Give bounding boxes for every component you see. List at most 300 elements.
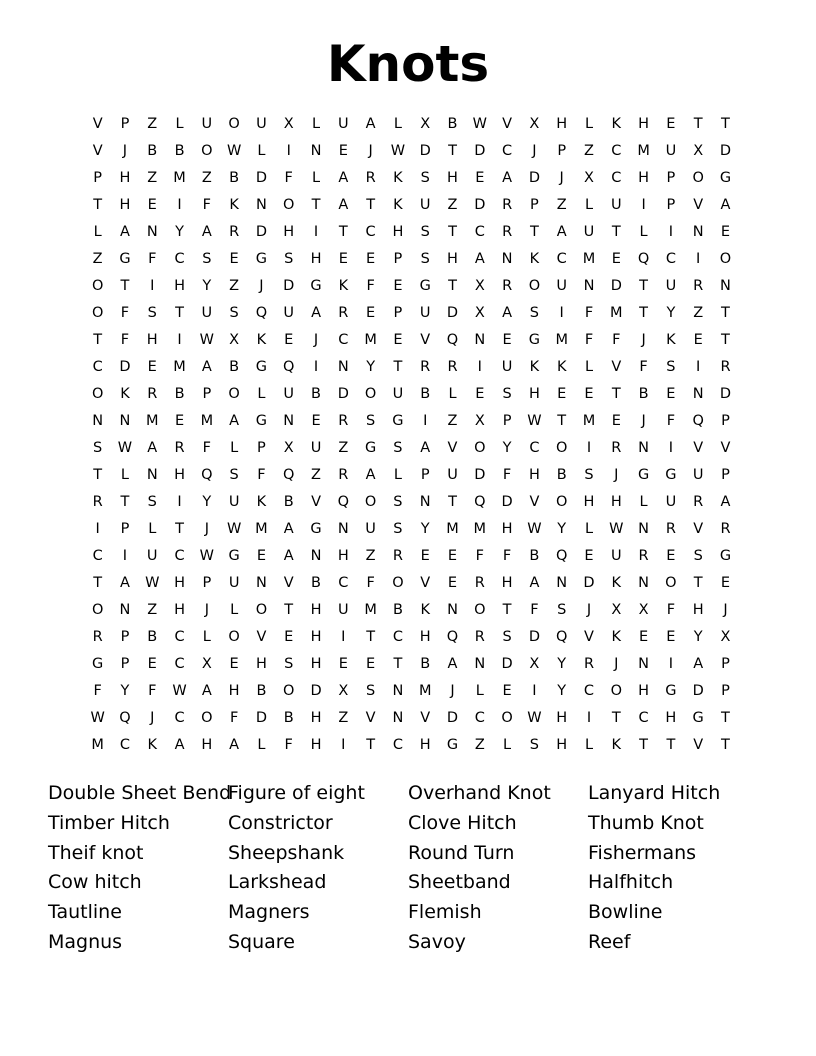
grid-letter: T	[721, 710, 730, 726]
grid-letter: A	[201, 683, 212, 699]
grid-letter: T	[693, 575, 703, 591]
grid-letter: H	[310, 656, 322, 672]
grid-letter: G	[255, 359, 268, 375]
grid-letter: G	[310, 278, 322, 294]
grid-letter: H	[528, 386, 540, 402]
grid-row	[84, 462, 739, 489]
grid-letter: O	[91, 305, 104, 321]
grid-letter: I	[641, 197, 646, 213]
grid-row	[84, 381, 739, 408]
grid-letter: J	[368, 143, 373, 159]
grid-letter: M	[610, 305, 623, 321]
grid-letter: C	[365, 224, 376, 240]
grid-letter: W	[117, 440, 133, 456]
grid-letter: M	[200, 413, 214, 429]
grid-letter: L	[503, 737, 512, 753]
grid-letter: J	[259, 278, 264, 294]
grid-letter: T	[639, 737, 649, 753]
grid-letter: A	[720, 197, 731, 213]
grid-letter: H	[638, 683, 650, 699]
grid-letter: R	[665, 521, 676, 537]
grid-letter: Q	[337, 494, 350, 510]
grid-letter: M	[145, 413, 159, 429]
grid-letter: O	[283, 197, 295, 213]
grid-letter: A	[447, 656, 458, 672]
grid-letter: F	[257, 467, 266, 483]
grid-letter: H	[283, 224, 295, 240]
grid-letter: E	[229, 656, 239, 672]
grid-letter: G	[719, 548, 732, 564]
grid-letter: H	[638, 170, 650, 186]
grid-letter: V	[720, 440, 731, 456]
grid-letter: W	[472, 116, 487, 132]
grid-letter: F	[202, 197, 211, 213]
grid-letter: D	[501, 656, 513, 672]
grid-letter: Z	[365, 548, 376, 564]
grid-letter: T	[611, 224, 621, 240]
grid-letter: H	[310, 251, 322, 267]
grid-letter: P	[120, 656, 130, 672]
grid-letter: Z	[147, 116, 158, 132]
grid-letter: O	[610, 683, 622, 699]
grid-letter: Y	[202, 494, 212, 510]
grid-letter: Y	[120, 683, 130, 699]
grid-letter: X	[693, 143, 704, 159]
grid-row	[84, 300, 739, 327]
grid-letter: G	[255, 251, 268, 267]
grid-letter: P	[557, 143, 567, 159]
grid-letter: C	[92, 359, 103, 375]
grid-letter: B	[420, 656, 431, 672]
grid-letter: P	[257, 440, 266, 456]
grid-letter: E	[147, 197, 157, 213]
grid-letter: E	[666, 548, 676, 564]
grid-letter: F	[366, 575, 375, 591]
grid-letter: E	[557, 386, 567, 402]
grid-letter: E	[174, 413, 185, 429]
grid-letter: F	[666, 413, 676, 429]
grid-letter: V	[529, 494, 540, 510]
grid-letter: M	[637, 143, 650, 159]
grid-letter: F	[229, 710, 239, 726]
grid-letter: O	[91, 602, 104, 618]
word-bank-item: Sheepshank	[228, 841, 345, 864]
grid-letter: H	[528, 467, 540, 483]
grid-letter: V	[420, 575, 431, 591]
grid-letter: U	[419, 197, 431, 213]
grid-letter: P	[530, 197, 539, 213]
grid-letter: G	[528, 332, 541, 348]
grid-letter: M	[364, 332, 377, 348]
grid-letter: T	[721, 737, 730, 753]
grid-letter: D	[528, 629, 540, 645]
grid-letter: N	[283, 413, 295, 429]
grid-letter: U	[283, 305, 295, 321]
grid-letter: T	[311, 197, 321, 213]
grid-letter: G	[255, 413, 268, 429]
grid-letter: O	[91, 278, 104, 294]
grid-letter: E	[639, 629, 649, 645]
grid-letter: B	[311, 575, 321, 591]
grid-letter: N	[474, 656, 486, 672]
grid-letter: E	[147, 359, 157, 375]
grid-letter: Y	[502, 440, 512, 456]
grid-letter: F	[284, 737, 293, 753]
grid-letter: N	[92, 413, 104, 429]
grid-letter: X	[611, 602, 622, 618]
word-bank-item: Figure of eight	[228, 782, 365, 804]
grid-letter: S	[366, 683, 376, 699]
grid-letter: V	[693, 440, 704, 456]
grid-letter: M	[173, 359, 186, 375]
grid-letter: A	[365, 467, 376, 483]
grid-letter: C	[174, 656, 185, 672]
grid-letter: F	[666, 602, 676, 618]
grid-letter: R	[720, 359, 731, 375]
word-bank-item: Bowline	[588, 901, 663, 924]
grid-letter: Y	[420, 521, 430, 537]
grid-letter: U	[665, 494, 677, 510]
grid-letter: H	[174, 467, 185, 483]
grid-letter: T	[93, 332, 103, 348]
grid-letter: Z	[447, 413, 458, 429]
word-bank-item: Timber Hitch	[48, 811, 170, 834]
grid-letter: C	[338, 575, 349, 591]
grid-letter: P	[721, 467, 730, 483]
grid-letter: H	[556, 737, 568, 753]
grid-letter: X	[474, 305, 485, 321]
grid-letter: A	[338, 197, 349, 213]
grid-letter: U	[146, 548, 158, 564]
grid-letter: F	[584, 332, 594, 348]
grid-letter: P	[666, 197, 676, 213]
grid-letter: Z	[556, 197, 567, 213]
grid-letter: S	[502, 629, 512, 645]
grid-letter: E	[338, 251, 348, 267]
grid-letter: S	[202, 251, 212, 267]
grid-letter: N	[447, 602, 458, 618]
grid-letter: V	[92, 116, 103, 132]
grid-letter: O	[364, 494, 377, 510]
grid-letter: U	[556, 278, 567, 294]
grid-letter: Q	[555, 629, 568, 645]
grid-letter: Z	[447, 197, 458, 213]
grid-letter: S	[284, 656, 294, 672]
word-bank-item: Halfhitch	[588, 871, 674, 894]
grid-letter: I	[559, 305, 564, 321]
grid-letter: C	[665, 251, 676, 267]
grid-letter: D	[583, 575, 595, 591]
grid-row	[84, 138, 739, 165]
grid-letter: O	[228, 386, 240, 402]
grid-letter: B	[147, 143, 158, 159]
grid-letter: G	[419, 278, 431, 294]
grid-letter: X	[283, 116, 294, 132]
grid-letter: D	[255, 224, 268, 240]
grid-letter: T	[366, 197, 376, 213]
grid-letter: X	[529, 116, 540, 132]
grid-row	[84, 705, 739, 732]
grid-letter: M	[418, 683, 432, 699]
grid-letter: Z	[229, 278, 240, 294]
grid-row	[84, 543, 739, 570]
grid-letter: I	[423, 413, 428, 429]
grid-letter: Y	[202, 278, 212, 294]
grid-letter: N	[310, 548, 322, 564]
grid-letter: G	[310, 521, 322, 537]
grid-letter: O	[528, 278, 541, 294]
grid-letter: K	[611, 737, 622, 753]
grid-letter: A	[365, 116, 376, 132]
grid-letter: L	[393, 116, 402, 132]
word-bank-item: Clove Hitch	[408, 811, 517, 834]
grid-letter: V	[447, 440, 458, 456]
grid-letter: P	[721, 413, 730, 429]
grid-letter: K	[529, 251, 540, 267]
grid-letter: N	[419, 494, 431, 510]
grid-letter: W	[226, 143, 242, 159]
grid-letter: N	[638, 521, 650, 537]
grid-letter: X	[720, 629, 731, 645]
grid-letter: S	[393, 521, 403, 537]
grid-letter: Q	[692, 413, 704, 429]
grid-letter: W	[390, 143, 406, 159]
grid-letter: D	[719, 143, 732, 159]
word-bank-item: Fishermans	[588, 841, 697, 864]
grid-letter: K	[393, 197, 403, 213]
grid-letter: V	[584, 629, 594, 645]
grid-letter: E	[720, 224, 731, 240]
grid-letter: G	[228, 548, 240, 564]
grid-letter: E	[447, 575, 458, 591]
grid-letter: H	[310, 737, 322, 753]
grid-letter: S	[420, 251, 430, 267]
grid-letter: O	[201, 710, 213, 726]
grid-letter: K	[529, 359, 540, 375]
grid-letter: U	[228, 494, 240, 510]
grid-letter: L	[120, 467, 129, 483]
grid-row	[84, 678, 739, 705]
grid-letter: J	[204, 521, 209, 537]
grid-letter: Q	[119, 710, 131, 726]
grid-letter: G	[92, 656, 104, 672]
grid-letter: I	[177, 197, 182, 213]
grid-letter: X	[229, 332, 240, 348]
grid-row	[84, 246, 739, 273]
grid-letter: K	[338, 278, 349, 294]
grid-letter: O	[555, 440, 568, 456]
grid-letter: F	[502, 467, 512, 483]
grid-letter: E	[693, 332, 703, 348]
grid-letter: H	[692, 602, 704, 618]
grid-letter: D	[528, 170, 540, 186]
word-bank-item: Larkshead	[228, 871, 327, 894]
grid-letter: V	[502, 116, 513, 132]
grid-letter: A	[556, 224, 567, 240]
grid-letter: P	[502, 413, 512, 429]
grid-letter: F	[148, 683, 157, 699]
grid-letter: H	[610, 494, 622, 510]
grid-letter: A	[229, 737, 240, 753]
grid-letter: V	[611, 359, 622, 375]
grid-letter: S	[93, 440, 103, 456]
grid-letter: G	[719, 170, 732, 186]
grid-letter: U	[665, 143, 677, 159]
grid-letter: J	[532, 143, 537, 159]
grid-letter: R	[693, 278, 704, 294]
grid-letter: O	[201, 143, 213, 159]
grid-letter: P	[120, 116, 130, 132]
grid-letter: F	[475, 548, 484, 564]
grid-letter: A	[502, 170, 513, 186]
grid-letter: L	[257, 737, 266, 753]
grid-letter: C	[119, 737, 130, 753]
grid-letter: U	[256, 116, 267, 132]
grid-letter: C	[392, 629, 403, 645]
grid-letter: V	[693, 521, 704, 537]
grid-letter: L	[584, 737, 594, 753]
grid-letter: S	[529, 305, 539, 321]
grid-letter: H	[174, 575, 185, 591]
grid-letter: L	[257, 386, 266, 402]
grid-letter: D	[474, 467, 486, 483]
grid-letter: C	[474, 710, 485, 726]
grid-letter: L	[93, 224, 102, 240]
grid-letter: L	[175, 116, 184, 132]
grid-letter: M	[173, 170, 186, 186]
grid-letter: S	[229, 305, 239, 321]
grid-letter: O	[692, 170, 704, 186]
grid-letter: B	[147, 629, 158, 645]
grid-letter: U	[692, 467, 704, 483]
grid-letter: I	[532, 683, 537, 699]
grid-row	[84, 624, 739, 651]
grid-letter: T	[693, 116, 703, 132]
grid-letter: H	[201, 737, 213, 753]
grid-letter: C	[338, 332, 349, 348]
grid-letter: Y	[693, 629, 703, 645]
grid-letter: C	[174, 710, 185, 726]
grid-letter: S	[147, 494, 157, 510]
word-bank-item: Reef	[588, 930, 631, 953]
word-bank-item: Magnus	[48, 930, 123, 953]
grid-letter: J	[450, 683, 455, 699]
grid-letter: A	[283, 521, 294, 537]
grid-row	[84, 597, 739, 624]
grid-letter: U	[283, 386, 295, 402]
grid-letter: T	[366, 737, 376, 753]
grid-letter: R	[174, 440, 185, 456]
grid-letter: X	[283, 440, 294, 456]
grid-letter: U	[201, 305, 213, 321]
grid-letter: J	[614, 656, 619, 672]
grid-row	[84, 435, 739, 462]
grid-letter: T	[175, 305, 184, 321]
grid-letter: A	[229, 413, 240, 429]
grid-letter: I	[341, 629, 346, 645]
grid-letter: E	[475, 386, 485, 402]
grid-letter: T	[611, 386, 621, 402]
grid-letter: R	[365, 170, 376, 186]
grid-letter: S	[229, 467, 239, 483]
grid-letter: I	[177, 332, 182, 348]
grid-letter: K	[611, 116, 622, 132]
grid-letter: N	[583, 278, 595, 294]
word-bank-item: Overhand Knot	[408, 782, 551, 804]
grid-letter: L	[584, 197, 594, 213]
grid-letter: G	[119, 251, 131, 267]
grid-letter: B	[256, 683, 267, 699]
grid-letter: L	[202, 629, 211, 645]
grid-letter: E	[666, 116, 676, 132]
grid-letter: N	[119, 413, 131, 429]
grid-letter: U	[365, 521, 376, 537]
grid-letter: Y	[666, 305, 676, 321]
word-bank-item: Square	[228, 930, 295, 953]
grid-letter: I	[341, 737, 346, 753]
grid-letter: X	[474, 278, 485, 294]
grid-letter: A	[119, 575, 130, 591]
grid-letter: L	[148, 521, 157, 537]
grid-letter: P	[666, 170, 676, 186]
grid-letter: D	[474, 143, 486, 159]
grid-letter: T	[639, 305, 649, 321]
grid-row	[84, 219, 739, 246]
grid-letter: F	[120, 332, 130, 348]
word-bank-item: Double Sheet Bend	[48, 782, 232, 804]
grid-letter: Q	[446, 332, 459, 348]
grid-row	[84, 516, 739, 543]
grid-letter: D	[610, 278, 622, 294]
grid-letter: C	[502, 143, 513, 159]
grid-letter: D	[337, 386, 349, 402]
grid-letter: S	[284, 251, 294, 267]
grid-letter: T	[120, 494, 130, 510]
grid-letter: C	[474, 224, 485, 240]
grid-letter: A	[420, 440, 431, 456]
grid-letter: T	[284, 602, 294, 618]
grid-letter: T	[721, 116, 730, 132]
grid-letter: B	[174, 386, 185, 402]
grid-letter: Z	[338, 440, 349, 456]
grid-letter: B	[229, 170, 240, 186]
grid-letter: N	[501, 251, 513, 267]
grid-letter: Y	[557, 683, 567, 699]
grid-letter: G	[364, 440, 377, 456]
grid-letter: M	[582, 413, 596, 429]
grid-letter: T	[611, 710, 621, 726]
grid-letter: Q	[283, 467, 295, 483]
grid-letter: K	[556, 359, 567, 375]
grid-letter: E	[420, 548, 430, 564]
grid-letter: A	[502, 305, 513, 321]
grid-letter: N	[146, 224, 158, 240]
grid-letter: U	[583, 224, 595, 240]
grid-letter: P	[393, 305, 403, 321]
grid-letter: F	[120, 305, 130, 321]
grid-letter: L	[584, 359, 594, 375]
grid-letter: W	[527, 710, 542, 726]
grid-letter: X	[474, 413, 485, 429]
grid-letter: L	[584, 116, 594, 132]
grid-letter: N	[556, 575, 568, 591]
grid-letter: X	[529, 656, 540, 672]
grid-letter: E	[393, 278, 403, 294]
grid-letter: I	[95, 521, 100, 537]
grid-letter: W	[226, 521, 242, 537]
grid-letter: Y	[557, 656, 567, 672]
grid-letter: C	[174, 629, 185, 645]
